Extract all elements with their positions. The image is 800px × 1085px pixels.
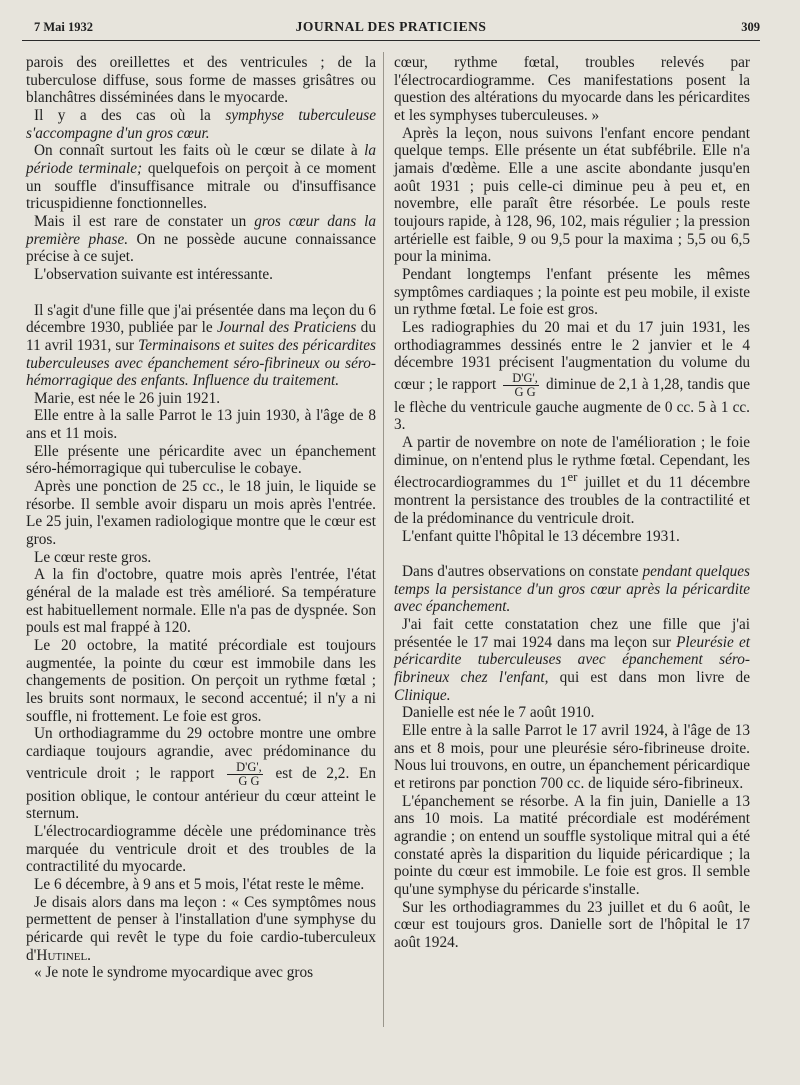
paragraph: Elle entre à la salle Parrot le 17 avril 1924, à l'âge de 13 ans et 8 mois, pour une pleurésie séro-fibrineuse droite. Nous lui trouvons, en outre, un épanchement péricardique et retirons par ponction 700 cc. de liquide séro-fibrineux. bbox=[394, 722, 750, 793]
right-column bbox=[394, 54, 750, 952]
journal-title: JOURNAL DES PRATICIENS bbox=[295, 19, 487, 34]
paragraph: Marie, est née le 26 juin 1921. bbox=[34, 389, 221, 407]
paragraph: « Je note le syndrome myocardique avec gros bbox=[34, 964, 314, 982]
paragraph: L'enfant quitte l'hôpital le 13 décembre 1931. bbox=[402, 527, 680, 545]
paragraph: Mais il est rare de constater un gros cœur dans la première phase. On ne possède aucune connaissance précise à ce sujet. bbox=[26, 212, 377, 266]
issue-date: 7 Mai 1932 bbox=[34, 20, 94, 34]
paragraph: Le 6 décembre, à 9 ans et 5 mois, l'état reste le même. bbox=[34, 875, 365, 893]
paragraph: Un orthodiagramme du 29 octobre montre une ombre cardiaque toujours agrandie, avec prédominance du ventricule droit ; le rapport $\frac{D'G',}{\text{G G}}$ est de 2,2. En position oblique, le contour antérieur du cœur atteint le sternum. bbox=[26, 725, 376, 823]
ratio-fraction: $\frac{D'G',}{\text{G G}}$ bbox=[503, 372, 539, 399]
paragraph: Les radiographies du 20 mai et du 17 juin 1931, les orthodiagrammes dessinés entre le 2 janvier et le 4 décembre 1931 précisent l'augmentation du volume du cœur ; le rapport $\frac{D'G',}{\text{G G}}$ diminue de 2,1 à 1,28, tandis que le flèche du ventricule gauche augmente de 0 cc. 5 à 1 cc. 3. bbox=[394, 318, 750, 434]
paragraph: cœur, rythme fœtal, troubles relevés par l'électrocardiogramme. Ces manifestations posent la question des altérations du myocarde dans les péricardites et les symphyses tuberculeuses. » bbox=[394, 54, 750, 124]
paragraph: Sur les orthodiagrammes du 23 juillet et du 6 août, le cœur est toujours gros. Danielle sort de l'hôpital le 17 août 1924. bbox=[394, 898, 750, 951]
paragraph: Après la leçon, nous suivons l'enfant encore pendant quelque temps. Elle présente un état subfébrile. Elle n'a jamais d'œdème. Elle a une ascite abondante jusqu'en août 1931 ; puis celle-ci diminue peu à peu et, en novembre, elle paraît être résorbée. Le pouls reste toujours rapide, à 128, 96, 102, mais régulier ; la pression artérielle est faible, 9 ou 9,5 pour la maxima ; 5,5 ou 6,5 pour la minima. bbox=[394, 124, 750, 266]
paragraph: L'observation suivante est intéressante. bbox=[34, 265, 273, 283]
paragraph: Dans d'autres observations on constate pendant quelques temps la persistance d'un gros cœur après la péricardite avec épanchement. bbox=[394, 563, 750, 616]
paragraph: L'électrocardiogramme décèle une prédominance très marquée du ventricule droit et des troubles de la contractilité du myocarde. bbox=[26, 822, 376, 876]
paragraph: Il y a des cas où la symphyse tuberculeuse s'accompagne d'un gros cœur. bbox=[26, 106, 376, 142]
page-header bbox=[22, 14, 760, 41]
paragraph: A la fin d'octobre, quatre mois après l'entrée, l'état général de la malade est très amélioré. Sa température est habituellement normale. Elle n'a pas de dyspnée. Son pouls est mal frappé à 120. bbox=[26, 566, 376, 637]
ratio-fraction: $\frac{D'G',}{\text{G G}}$ bbox=[227, 761, 263, 788]
paragraph: Elle présente une péricardite avec un épanchement séro-hémorragique qui tuberculise le cobaye. bbox=[26, 442, 376, 478]
paragraph: Il s'agit d'une fille que j'ai présentée dans ma leçon du 6 décembre 1930, publiée par le Journal des Praticiens du 11 avril 1931, sur Terminaisons et suites des péricardites tuberculeuses avec épanchement séro-fibrineux ou séro-hémorragique des enfants. Influence du traitement. bbox=[26, 301, 376, 390]
paragraph: Danielle est née le 7 août 1910. bbox=[402, 704, 595, 722]
paragraph: Le 20 octobre, la matité précordiale est toujours augmentée, la pointe du cœur est immobile dans les changements de position. On perçoit un rythme fœtal ; les bruits sont normaux, le second accentué; il n'y a ni souffle, ni frottement. Le foie est gros. bbox=[26, 637, 376, 725]
paragraph: J'ai fait cette constatation chez une fille que j'ai présentée le 17 mai 1924 dans ma leçon sur Pleurésie et péricardite tuberculeuses avec épanchement séro-fibrineux chez l'enfant, qui est dans mon livre de Clinique. bbox=[394, 616, 750, 704]
paragraph: Pendant longtemps l'enfant présente les mêmes symptômes cardiaques ; la pointe est peu mobile, il existe un rythme fœtal. Le foie est gros. bbox=[394, 265, 750, 319]
page-number: 309 bbox=[741, 20, 760, 34]
paragraph: On connaît surtout les faits où le cœur se dilate à la période terminale; quelquefois on perçoit à ce moment un souffle d'insuffisance mitrale ou d'insuffisance tricuspidienne fonctionnelles. bbox=[26, 142, 376, 213]
left-column bbox=[26, 54, 376, 982]
paragraph: Après une ponction de 25 cc., le 18 juin, le liquide se résorbe. Il semble avoir disparu un mois après l'entrée. Le 25 juin, l'examen radiologique montre que le cœur est gros. bbox=[26, 478, 376, 549]
paragraph: Je disais alors dans ma leçon : « Ces symptômes nous permettent de penser à l'installation d'une symphyse du péricarde qui revêt le type du foie cardio-tuberculeux d'Hutinel. bbox=[26, 893, 376, 964]
paragraph: L'épanchement se résorbe. A la fin juin, Danielle a 13 ans 10 mois. La matité précordiale est modérément agrandie ; on entend un souffle systolique mitral qui a été constaté après la disparition du liquide péricardique ; la pointe du cœur est immobile. Le foie est gros. Il semble qu'une symphyse du péricarde s'installe. bbox=[394, 792, 750, 898]
paragraph: parois des oreillettes et des ventricules ; de la tuberculose diffuse, sous forme de masses grisâtres ou blanchâtres disséminées dans le myocarde. bbox=[26, 54, 376, 107]
paragraph: Le cœur reste gros. bbox=[34, 548, 152, 566]
column-divider bbox=[383, 52, 384, 1027]
paragraph: A partir de novembre on note de l'amélioration ; le foie diminue, on n'entend plus le rythme fœtal. Cependant, les électrocardiogrammes du 1er juillet et du 11 décembre montrent la persistance des troubles de la contractilité et de la prédominance du ventricule droit. bbox=[394, 434, 750, 527]
paragraph: Elle entre à la salle Parrot le 13 juin 1930, à l'âge de 8 ans et 11 mois. bbox=[26, 407, 376, 443]
